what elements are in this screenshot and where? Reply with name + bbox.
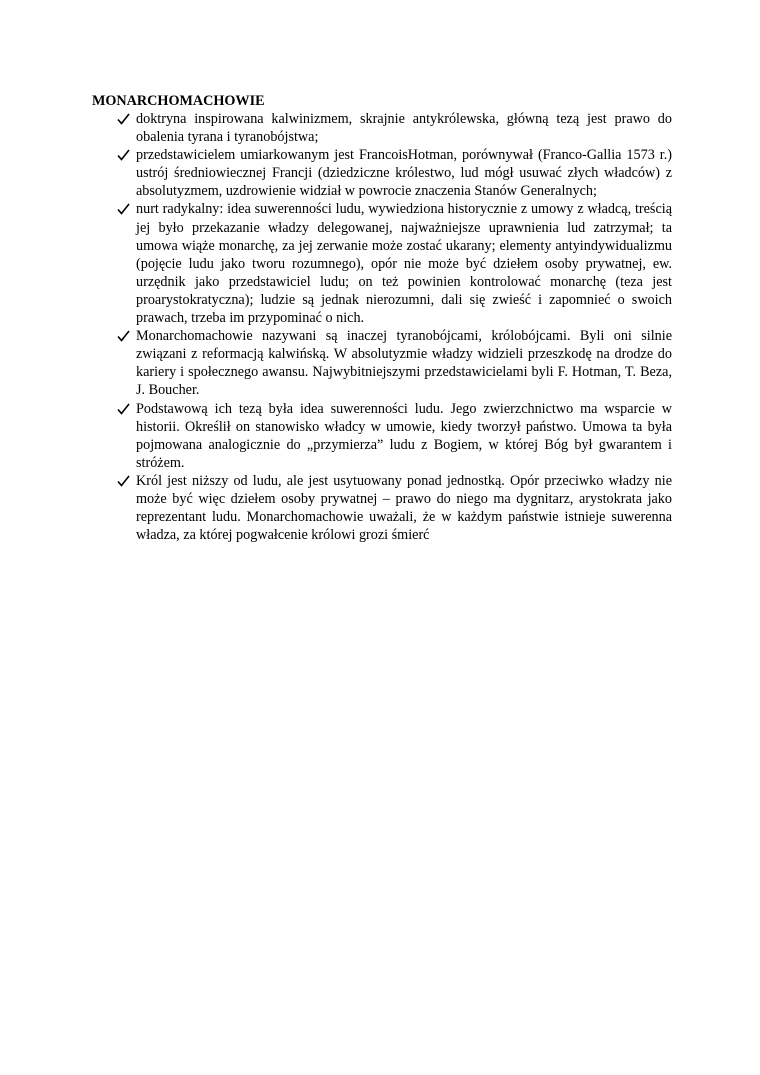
checkmark-icon bbox=[117, 200, 131, 218]
list-item-text: Podstawową ich tezą była idea suwerenności ludu. Jego zwierzchnictwo ma wsparcie w historii. Określił on stanowisko władcy w umowie, kiedy tworzył państwo. Umowa ta była pojmowana analogicznie do „przymierza” ludu z Bogiem, w której Bóg był gwarantem i stróżem. bbox=[136, 400, 672, 471]
checkmark-icon bbox=[117, 472, 131, 490]
list-item bbox=[92, 110, 672, 146]
list-item bbox=[92, 146, 672, 200]
list-item bbox=[92, 472, 672, 544]
list-item bbox=[92, 400, 672, 472]
list-item-text: przedstawicielem umiarkowanym jest FrancoisHotman, porównywał (Franco-Gallia 1573 r.) ustrój średniowiecznej Francji (dziedziczne królestwo, lud mógł usuwać złych władców) z absolutyzmem, uzdrowienie widział w powrocie znaczenia Stanów Generalnych; bbox=[136, 147, 672, 200]
checkmark-icon bbox=[117, 327, 131, 345]
list-item-text: nurt radykalny: idea suwerenności ludu, wywiedziona historycznie z umowy z władcą, treścią jej było przekazanie władzy delegowanej, najważniejsze uprawnienia lud zatrzymał; ta umowa wiąże monarchę, za jej zerwanie może zostać ukarany; elementy antyindywidualizmu (pojęcie ludu jako tworu rozumnego), opór nie może być dziełem osoby prywatnej, ew. urzędnik jako przedstawiciel ludu; on też powinien kontrolować monarchę (teza jest proarystokratyczna); ludzie są jednak nierozumni, dali się zwieść i zapomnieć o swoich prawach, trzeba im przypominać o nich. bbox=[136, 201, 672, 327]
document-title: MONARCHOMACHOWIE bbox=[92, 93, 265, 109]
list-item-text: Król jest niższy od ludu, ale jest usytuowany ponad jednostką. Opór przeciwko władzy nie może być więc dziełem osoby prywatnej – prawo do niego ma dygnitarz, arystokrata jako reprezentant ludu. Monarchomachowie uważali, że w każdym państwie istnieje suwerenna władza, za której pogwałcenie królowi grozi śmierć bbox=[136, 472, 672, 544]
document-body bbox=[92, 92, 672, 544]
list-item bbox=[92, 200, 672, 327]
list-item bbox=[92, 327, 672, 399]
checkmark-icon bbox=[117, 400, 131, 418]
checkmark-icon bbox=[117, 146, 131, 164]
list-item-text: doktryna inspirowana kalwinizmem, skrajnie antykrólewska, główną tezą jest prawo do obalenia tyrana i tyranobójstwa; bbox=[136, 111, 672, 146]
checkmark-icon bbox=[117, 110, 131, 128]
bullet-list bbox=[92, 110, 672, 544]
list-item-text: Monarchomachowie nazywani są inaczej tyranobójcami, królobójcami. Byli oni silnie związani z reformacją kalwińską. W absolutyzmie władzy widzieli przeszkodę na drodze do kariery i społecznego awansu. Najwybitniejszymi przedstawicielami byli F. Hotman, T. Beza, J. Boucher. bbox=[136, 328, 672, 399]
